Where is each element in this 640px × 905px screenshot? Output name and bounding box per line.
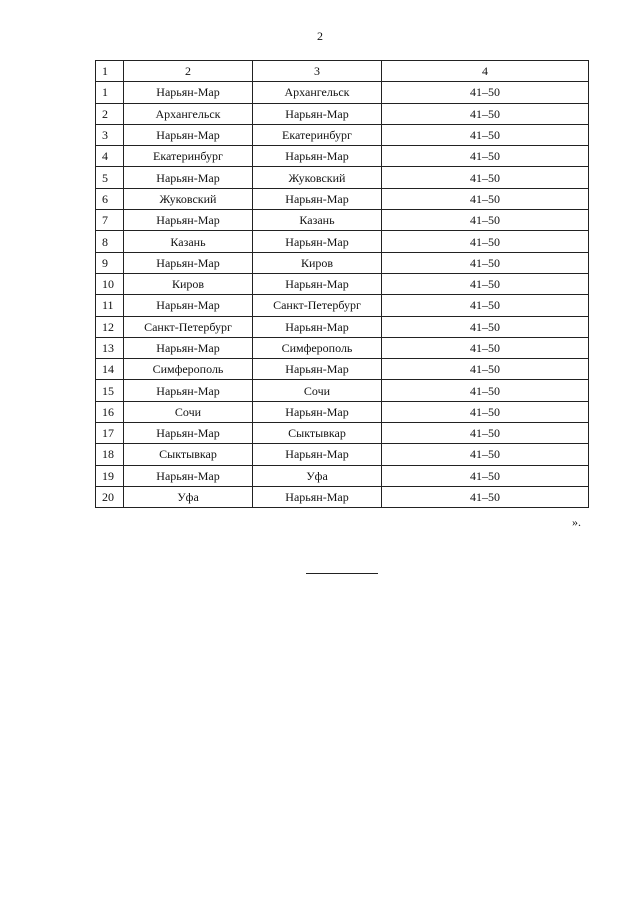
value-cell: 41–50 [382, 146, 589, 167]
origin-cell: Сыктывкар [124, 444, 253, 465]
header-cell-col-2: 2 [124, 61, 253, 82]
destination-cell: Нарьян-Мар [253, 444, 382, 465]
value-cell: 41–50 [382, 188, 589, 209]
destination-cell: Нарьян-Мар [253, 316, 382, 337]
value-cell: 41–50 [382, 295, 589, 316]
row-number-cell: 16 [96, 401, 124, 422]
origin-cell: Нарьян-Мар [124, 210, 253, 231]
table-row [96, 210, 589, 231]
row-number-cell: 7 [96, 210, 124, 231]
row-number-cell: 11 [96, 295, 124, 316]
routes-table [95, 60, 589, 508]
row-number-cell: 9 [96, 252, 124, 273]
origin-cell: Нарьян-Мар [124, 380, 253, 401]
destination-cell: Санкт-Петербург [253, 295, 382, 316]
table-row [96, 465, 589, 486]
value-cell: 41–50 [382, 82, 589, 103]
value-cell: 41–50 [382, 423, 589, 444]
header-cell-col-1: 1 [96, 61, 124, 82]
table-row [96, 103, 589, 124]
destination-cell: Казань [253, 210, 382, 231]
value-cell: 41–50 [382, 124, 589, 145]
value-cell: 41–50 [382, 273, 589, 294]
origin-cell: Нарьян-Мар [124, 82, 253, 103]
origin-cell: Киров [124, 273, 253, 294]
origin-cell: Сочи [124, 401, 253, 422]
row-number-cell: 14 [96, 359, 124, 380]
end-rule-divider [306, 573, 378, 574]
origin-cell: Нарьян-Мар [124, 423, 253, 444]
destination-cell: Нарьян-Мар [253, 401, 382, 422]
row-number-cell: 3 [96, 124, 124, 145]
row-number-cell: 1 [96, 82, 124, 103]
table-row [96, 337, 589, 358]
table-row [96, 295, 589, 316]
table-row [96, 82, 589, 103]
table-row [96, 124, 589, 145]
destination-cell: Нарьян-Мар [253, 359, 382, 380]
row-number-cell: 2 [96, 103, 124, 124]
table-row [96, 167, 589, 188]
destination-cell: Сыктывкар [253, 423, 382, 444]
closing-quote: ». [572, 515, 581, 529]
destination-cell: Нарьян-Мар [253, 231, 382, 252]
origin-cell: Казань [124, 231, 253, 252]
value-cell: 41–50 [382, 316, 589, 337]
row-number-cell: 17 [96, 423, 124, 444]
header-row [96, 61, 589, 82]
value-cell: 41–50 [382, 252, 589, 273]
row-number-cell: 10 [96, 273, 124, 294]
value-cell: 41–50 [382, 359, 589, 380]
origin-cell: Екатеринбург [124, 146, 253, 167]
table-row [96, 231, 589, 252]
origin-cell: Нарьян-Мар [124, 337, 253, 358]
origin-cell: Симферополь [124, 359, 253, 380]
row-number-cell: 18 [96, 444, 124, 465]
origin-cell: Нарьян-Мар [124, 295, 253, 316]
table-row [96, 188, 589, 209]
destination-cell: Архангельск [253, 82, 382, 103]
value-cell: 41–50 [382, 210, 589, 231]
value-cell: 41–50 [382, 337, 589, 358]
value-cell: 41–50 [382, 103, 589, 124]
table-row [96, 423, 589, 444]
destination-cell: Симферополь [253, 337, 382, 358]
page-number: 2 [317, 29, 323, 43]
table-row [96, 486, 589, 507]
destination-cell: Сочи [253, 380, 382, 401]
origin-cell: Нарьян-Мар [124, 124, 253, 145]
table-row [96, 146, 589, 167]
value-cell: 41–50 [382, 401, 589, 422]
row-number-cell: 19 [96, 465, 124, 486]
destination-cell: Киров [253, 252, 382, 273]
row-number-cell: 6 [96, 188, 124, 209]
origin-cell: Нарьян-Мар [124, 465, 253, 486]
destination-cell: Екатеринбург [253, 124, 382, 145]
row-number-cell: 20 [96, 486, 124, 507]
table-body [96, 82, 589, 508]
row-number-cell: 5 [96, 167, 124, 188]
origin-cell: Санкт-Петербург [124, 316, 253, 337]
value-cell: 41–50 [382, 444, 589, 465]
row-number-cell: 4 [96, 146, 124, 167]
value-cell: 41–50 [382, 465, 589, 486]
row-number-cell: 15 [96, 380, 124, 401]
value-cell: 41–50 [382, 380, 589, 401]
table-header [96, 61, 589, 82]
destination-cell: Нарьян-Мар [253, 188, 382, 209]
table-row [96, 359, 589, 380]
origin-cell: Уфа [124, 486, 253, 507]
value-cell: 41–50 [382, 486, 589, 507]
table-row [96, 273, 589, 294]
origin-cell: Архангельск [124, 103, 253, 124]
table-row [96, 316, 589, 337]
header-cell-col-4: 4 [382, 61, 589, 82]
value-cell: 41–50 [382, 167, 589, 188]
destination-cell: Уфа [253, 465, 382, 486]
row-number-cell: 13 [96, 337, 124, 358]
destination-cell: Нарьян-Мар [253, 146, 382, 167]
origin-cell: Жуковский [124, 188, 253, 209]
table-row [96, 401, 589, 422]
destination-cell: Нарьян-Мар [253, 486, 382, 507]
row-number-cell: 8 [96, 231, 124, 252]
table-row [96, 252, 589, 273]
value-cell: 41–50 [382, 231, 589, 252]
origin-cell: Нарьян-Мар [124, 252, 253, 273]
table-row [96, 380, 589, 401]
destination-cell: Нарьян-Мар [253, 103, 382, 124]
table-row [96, 444, 589, 465]
origin-cell: Нарьян-Мар [124, 167, 253, 188]
row-number-cell: 12 [96, 316, 124, 337]
header-cell-col-3: 3 [253, 61, 382, 82]
destination-cell: Нарьян-Мар [253, 273, 382, 294]
destination-cell: Жуковский [253, 167, 382, 188]
